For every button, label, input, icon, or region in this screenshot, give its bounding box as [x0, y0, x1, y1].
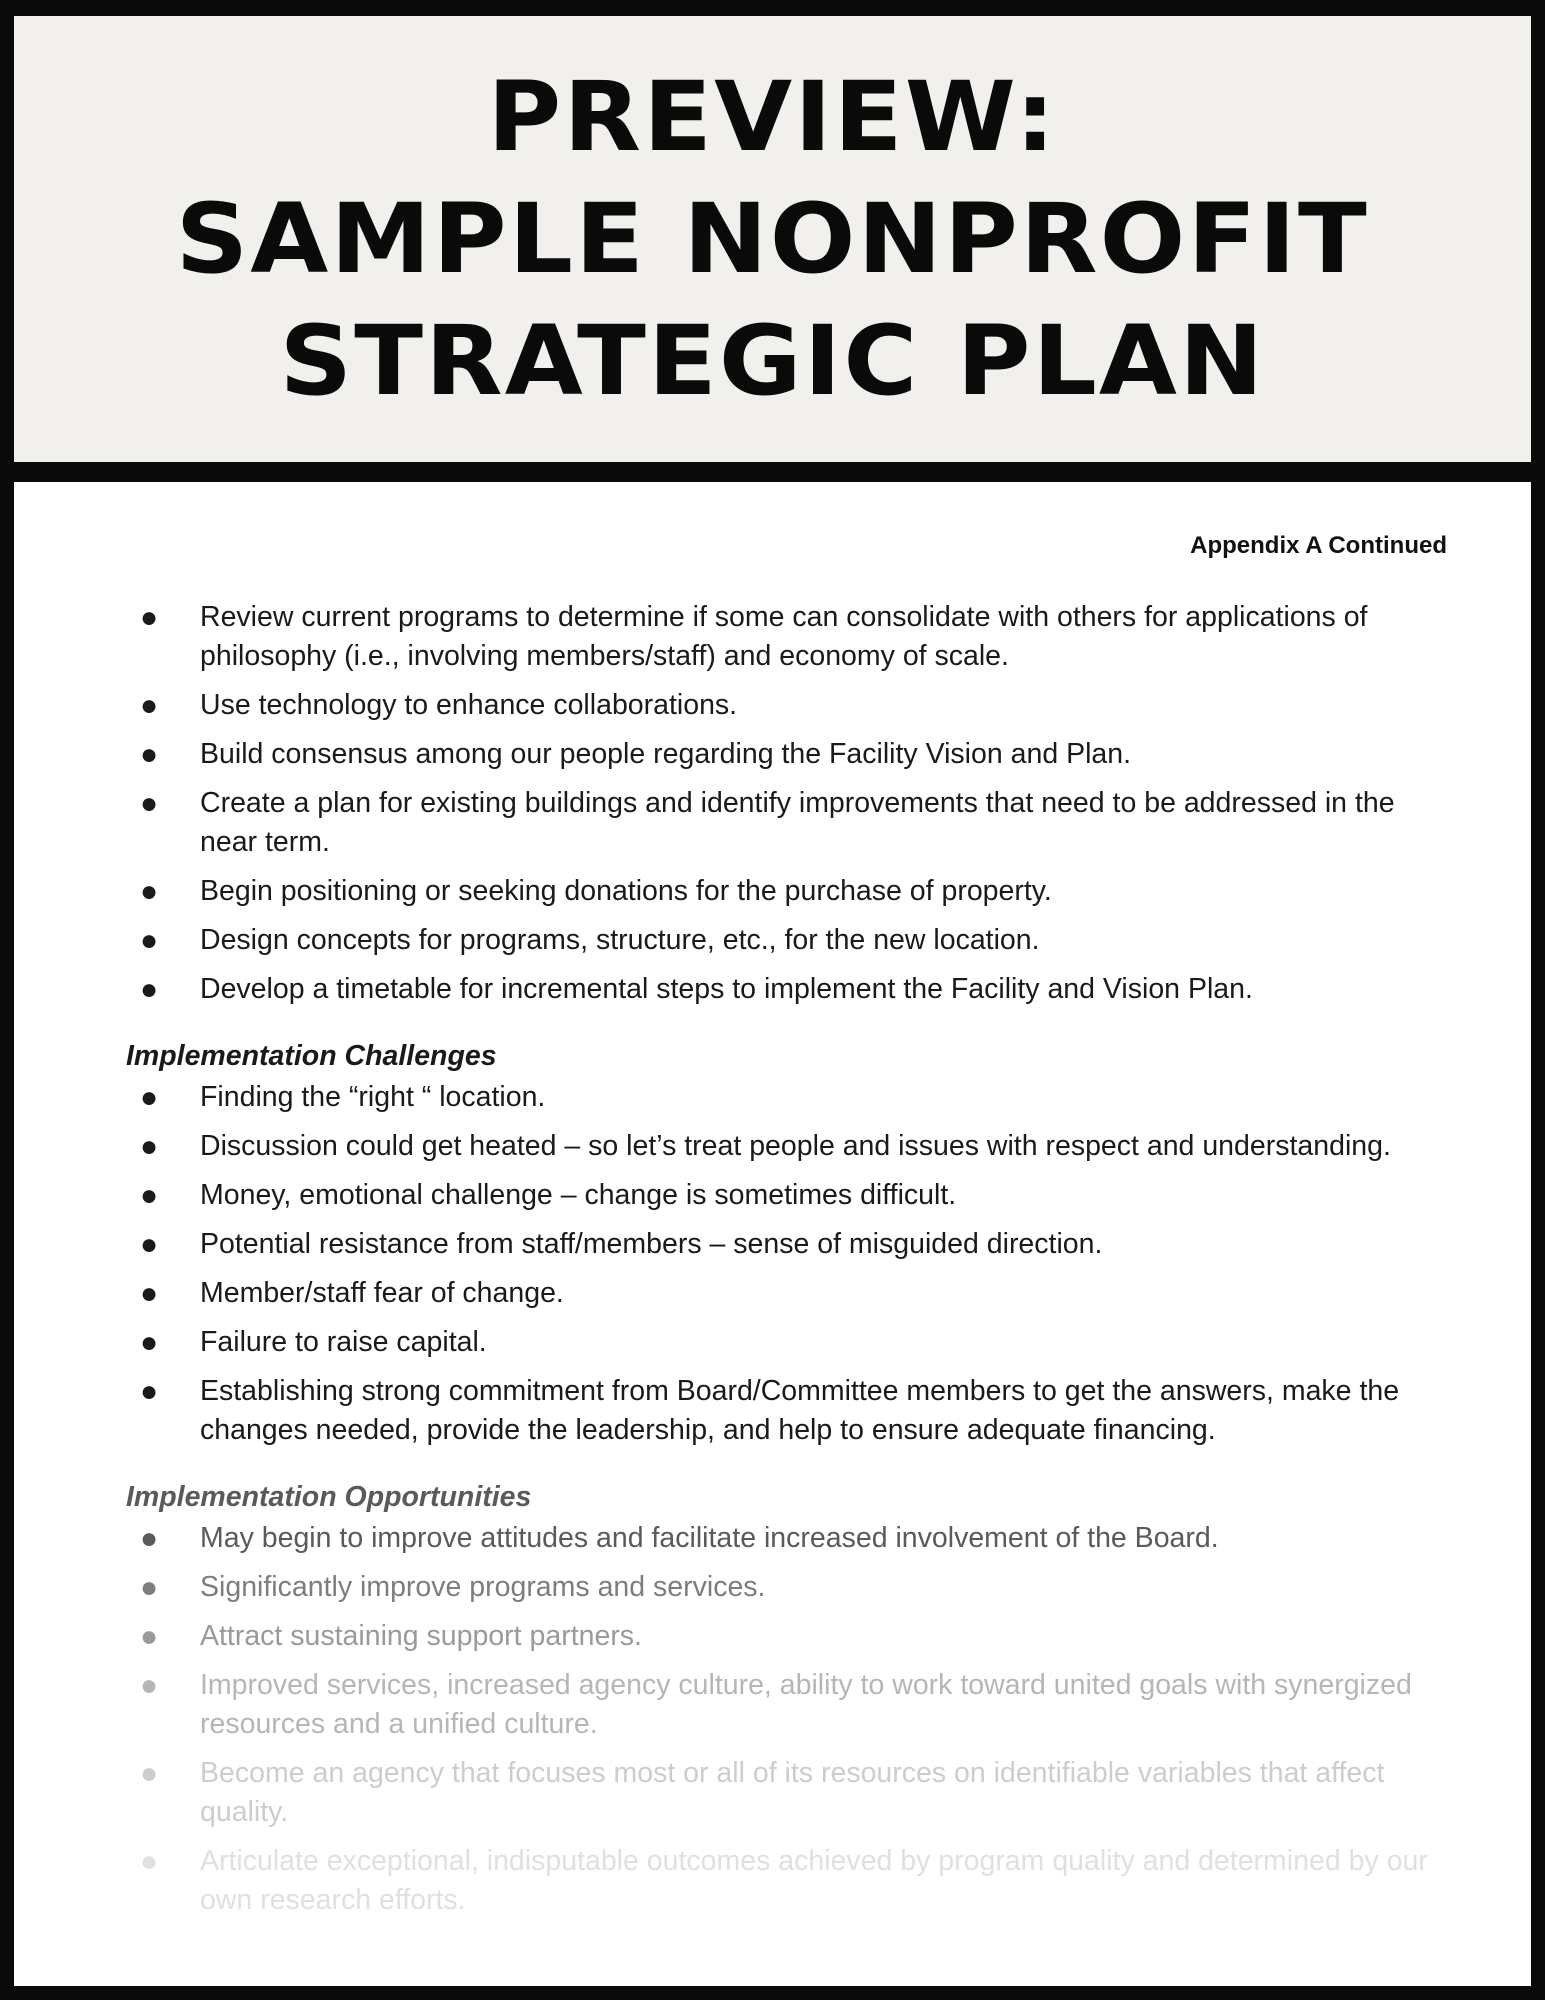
- banner-title-line-2: SAMPLE NONPROFIT: [175, 183, 1370, 295]
- bullet-icon: ●: [140, 1845, 159, 1878]
- list-item-text: Articulate exceptional, indisputable outcomes achieved by program quality and determined by our own research efforts.: [200, 1845, 1428, 1916]
- list-item: [126, 1617, 1456, 1656]
- list-item: [126, 686, 1456, 725]
- list-item-text: Begin positioning or seeking donations for the purchase of property.: [200, 875, 1052, 907]
- list-item-text: Build consensus among our people regarding the Facility Vision and Plan.: [200, 738, 1132, 770]
- challenges-heading: Implementation Challenges: [126, 1040, 497, 1072]
- list-item-text: Develop a timetable for incremental steps to implement the Facility and Vision Plan.: [200, 973, 1253, 1005]
- bullet-icon: ●: [140, 1277, 159, 1310]
- bullet-icon: ●: [140, 1571, 159, 1604]
- list-item-text: Establishing strong commitment from Board/Committee members to get the answers, make the changes needed, provide the leadership, and help to ensure adequate financing.: [200, 1375, 1400, 1446]
- list-item: [126, 1568, 1456, 1607]
- intro-bullet-list: [126, 598, 1456, 1009]
- list-item-text: Potential resistance from staff/members – sense of misguided direction.: [200, 1228, 1103, 1260]
- bullet-icon: ●: [140, 1522, 159, 1555]
- list-item-text: Use technology to enhance collaborations.: [200, 689, 738, 721]
- opportunities-bullet-list: [126, 1519, 1456, 1920]
- list-item-text: Design concepts for programs, structure, etc., for the new location.: [200, 924, 1040, 956]
- banner-title-line-1: PREVIEW:: [487, 61, 1058, 173]
- bullet-icon: ●: [140, 738, 159, 771]
- list-item-text: Discussion could get heated – so let’s treat people and issues with respect and understanding.: [200, 1130, 1391, 1162]
- list-item-text: Become an agency that focuses most or all of its resources on identifiable variables that affect quality.: [200, 1757, 1385, 1828]
- list-item: [126, 970, 1456, 1009]
- bullet-icon: ●: [140, 1179, 159, 1212]
- bullet-icon: ●: [140, 787, 159, 820]
- list-item-text: Create a plan for existing buildings and identify improvements that need to be addressed in the near term.: [200, 787, 1395, 858]
- list-item: [126, 1078, 1456, 1117]
- list-item: [126, 784, 1456, 862]
- bullet-icon: ●: [140, 924, 159, 957]
- list-item: [126, 1127, 1456, 1166]
- bullet-icon: ●: [140, 1757, 159, 1790]
- bullet-icon: ●: [140, 1326, 159, 1359]
- challenges-bullet-list: [126, 1078, 1456, 1450]
- list-item: [126, 1274, 1456, 1313]
- list-item-text: Significantly improve programs and services.: [200, 1571, 766, 1603]
- bullet-icon: ●: [140, 973, 159, 1006]
- list-item: [126, 1666, 1456, 1744]
- list-item: [126, 1519, 1456, 1558]
- list-item: [126, 735, 1456, 774]
- list-item: [126, 1176, 1456, 1215]
- bullet-icon: ●: [140, 1081, 159, 1114]
- bullet-icon: ●: [140, 1669, 159, 1702]
- list-item-text: Improved services, increased agency culture, ability to work toward united goals with synergized resources and a unified culture.: [200, 1669, 1412, 1740]
- list-item-text: Attract sustaining support partners.: [200, 1620, 642, 1652]
- list-item: [126, 1372, 1456, 1450]
- list-item-text: Review current programs to determine if some can consolidate with others for applications of philosophy (i.e., involving members/staff) and economy of scale.: [200, 601, 1368, 672]
- list-item: [126, 1842, 1456, 1920]
- list-item-text: May begin to improve attitudes and facilitate increased involvement of the Board.: [200, 1522, 1219, 1554]
- opportunities-section: [126, 1478, 1456, 1920]
- bullet-icon: ●: [140, 1130, 159, 1163]
- opportunities-heading: Implementation Opportunities: [126, 1481, 532, 1513]
- preview-banner: [14, 16, 1531, 462]
- list-item: [126, 598, 1456, 676]
- banner-title-line-3: STRATEGIC PLAN: [279, 305, 1266, 417]
- bullet-icon: ●: [140, 601, 159, 634]
- challenges-section: [126, 1037, 1456, 1450]
- bullet-icon: ●: [140, 1228, 159, 1261]
- bullet-icon: ●: [140, 1620, 159, 1653]
- list-item-text: Finding the “right “ location.: [200, 1081, 546, 1113]
- list-item: [126, 872, 1456, 911]
- bullet-icon: ●: [140, 875, 159, 908]
- list-item: [126, 1323, 1456, 1362]
- list-item: [126, 1754, 1456, 1832]
- bullet-icon: ●: [140, 689, 159, 722]
- appendix-label: Appendix A Continued: [1190, 532, 1447, 559]
- list-item-text: Money, emotional challenge – change is sometimes difficult.: [200, 1179, 957, 1211]
- list-item: [126, 921, 1456, 960]
- document-page: [14, 482, 1531, 1986]
- list-item-text: Member/staff fear of change.: [200, 1277, 564, 1309]
- bullet-icon: ●: [140, 1375, 159, 1408]
- document-body: [126, 598, 1456, 1930]
- list-item-text: Failure to raise capital.: [200, 1326, 487, 1358]
- list-item: [126, 1225, 1456, 1264]
